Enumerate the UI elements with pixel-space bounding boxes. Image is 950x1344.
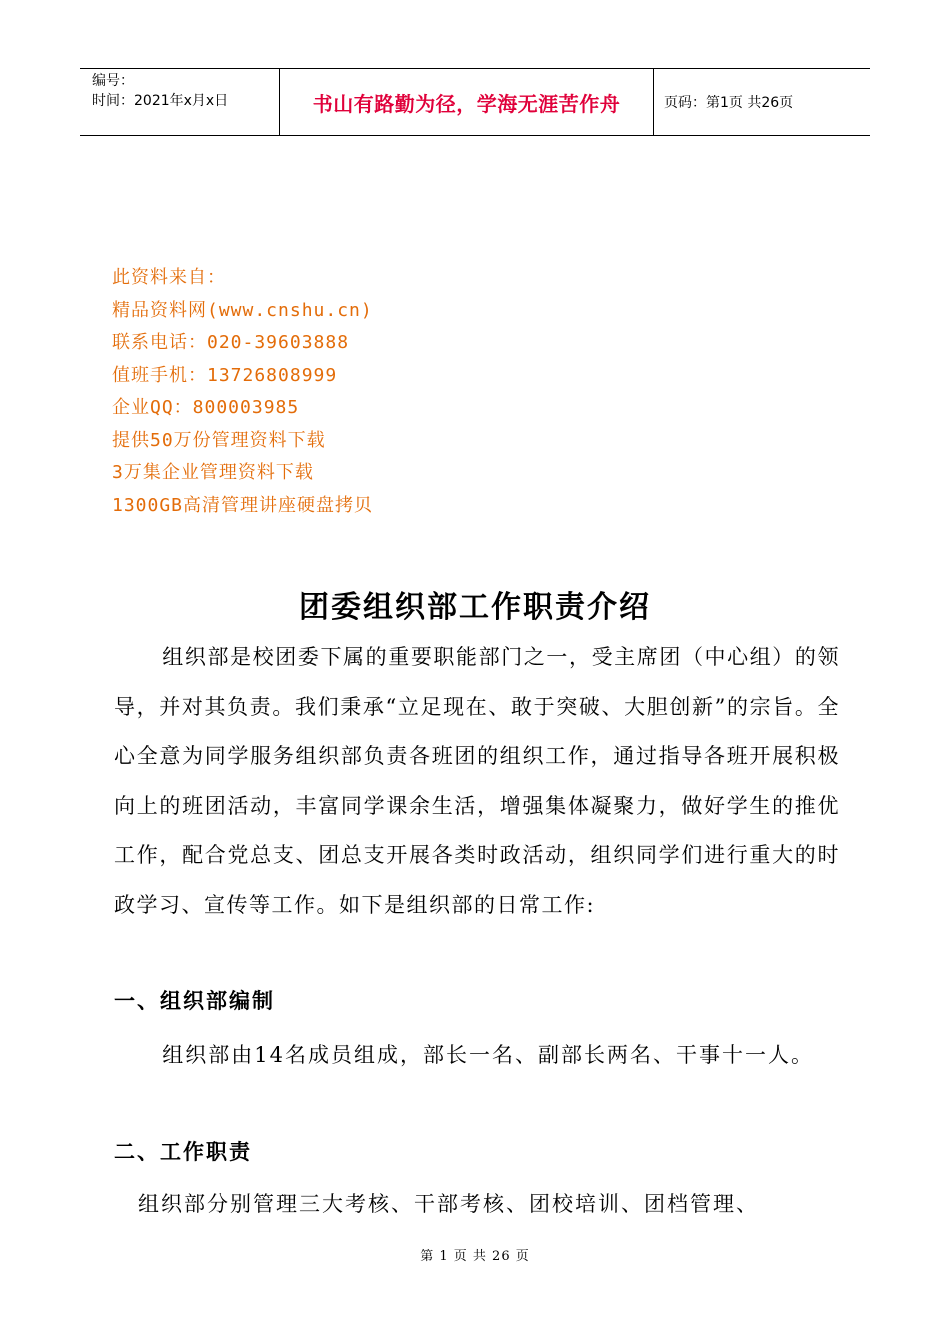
staffing-paragraph: 组织部由14名成员组成，部长一名、副部长两名、干事十一人。 bbox=[162, 1043, 815, 1067]
header-page-info: 页码：第1页 共26页 bbox=[664, 95, 794, 111]
section-heading-staffing: 一、组织部编制 bbox=[114, 989, 275, 1013]
page-header bbox=[80, 68, 870, 136]
source-line: 提供50万份管理资料下载 bbox=[112, 429, 326, 451]
source-line: 1300GB高清管理讲座硬盘拷贝 bbox=[112, 494, 374, 516]
duties-paragraph: 组织部分别管理三大考核、干部考核、团校培训、团档管理、 bbox=[138, 1192, 759, 1216]
source-line: 精品资料网(www.cnshu.cn) bbox=[112, 299, 373, 321]
header-motto: 书山有路勤为径，学海无涯苦作舟 bbox=[280, 69, 654, 135]
source-line: 3万集企业管理资料下载 bbox=[112, 462, 314, 483]
document-title: 团委组织部工作职责介绍 bbox=[299, 590, 651, 625]
date-label: 时间：2021年x月x日 bbox=[92, 93, 229, 109]
page-footer: 第 1 页 共 26 页 bbox=[420, 1249, 530, 1264]
source-line: 此资料来自： bbox=[112, 267, 226, 288]
source-info-block bbox=[112, 262, 373, 522]
header-meta bbox=[80, 69, 280, 135]
intro-paragraph: 组织部是校团委下属的重要职能部门之一，受主席团（中心组）的领导，并对其负责。我们秉承“立足现在、敢于突破、大胆创新”的宗旨。全心全意为同学服务组织部负责各班团的组织工作，通过指导各班开展积极向上的班团活动，丰富同学课余生活，增强集体凝聚力，做好学生的推优工作，配合党总支、团总支开展各类时政活动，组织同学们进行重大的时政学习、宣传等工作。如下是组织部的日常工作: bbox=[114, 645, 840, 917]
source-line: 企业QQ：800003985 bbox=[112, 397, 300, 418]
source-line: 值班手机：13726808999 bbox=[112, 364, 338, 386]
source-line: 联系电话：020-39603888 bbox=[112, 332, 350, 353]
number-label: 编号： bbox=[92, 73, 134, 89]
intro-section bbox=[114, 633, 840, 930]
section-heading-duties: 二、工作职责 bbox=[114, 1140, 252, 1164]
